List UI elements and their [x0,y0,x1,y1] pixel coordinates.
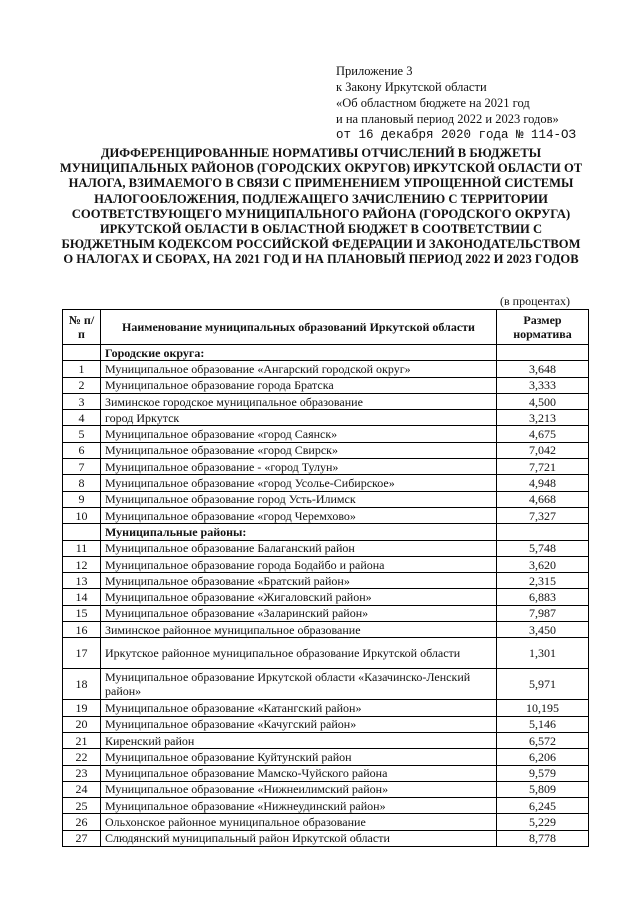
table-row [63,475,589,491]
norm-value: 5,748 [497,540,589,556]
norm-value: 7,987 [497,605,589,621]
table-row [63,361,589,377]
table-row [63,589,589,605]
municipality-name: Муниципальное образование «Ангарский городской округ» [101,361,497,377]
row-number: 24 [63,781,101,797]
municipality-name: Муниципальные районы: [101,524,497,540]
header-value: Размер норматива [497,310,589,345]
norm-value: 3,333 [497,377,589,393]
header-number: № п/п [63,310,101,345]
row-number: 11 [63,540,101,556]
annex-line-4: и на плановый период 2022 и 2023 годов» [336,112,559,126]
norm-value: 3,648 [497,361,589,377]
norm-value: 6,572 [497,732,589,748]
row-number: 17 [63,638,101,669]
annex-header [336,63,626,143]
municipality-name: Слюдянский муниципальный район Иркутской области [101,830,497,846]
municipality-name: Муниципальное образование «Катангский район» [101,700,497,716]
norms-table [62,309,589,847]
row-number: 25 [63,798,101,814]
table-row [63,732,589,748]
norm-value: 5,809 [497,781,589,797]
norm-value: 3,213 [497,410,589,426]
norm-value: 6,883 [497,589,589,605]
norm-value: 1,301 [497,638,589,669]
table-row [63,410,589,426]
municipality-name: Муниципальное образование - «город Тулун» [101,459,497,475]
table-row [63,540,589,556]
table-row [63,377,589,393]
row-number: 21 [63,732,101,748]
norm-value: 5,229 [497,814,589,830]
annex-line-5: от 16 декабря 2020 года № 114-ОЗ [336,128,577,142]
norm-value [497,524,589,540]
row-number: 9 [63,491,101,507]
row-number: 6 [63,442,101,458]
row-number: 18 [63,669,101,700]
municipality-name: Ольхонское районное муниципальное образование [101,814,497,830]
table-row [63,638,589,669]
row-number [63,345,101,361]
table-body [63,345,589,847]
municipality-name: Муниципальное образование «Заларинский район» [101,605,497,621]
row-number: 27 [63,830,101,846]
norm-value: 2,315 [497,573,589,589]
municipality-name: Городские округа: [101,345,497,361]
municipality-name: город Иркутск [101,410,497,426]
annex-line-3: «Об областном бюджете на 2021 год [336,96,530,110]
unit-label: (в процентах) [500,294,570,308]
municipality-name: Муниципальное образование города Бодайбо и района [101,556,497,572]
row-number: 20 [63,716,101,732]
municipality-name: Муниципальное образование Куйтунский район [101,749,497,765]
municipality-name: Муниципальное образование «город Усолье-Сибирское» [101,475,497,491]
table-row [63,491,589,507]
row-number: 16 [63,622,101,638]
norm-value: 4,668 [497,491,589,507]
norm-value: 3,620 [497,556,589,572]
table-row [63,556,589,572]
table-row [63,573,589,589]
table-row [63,765,589,781]
table-row [63,669,589,700]
row-number: 2 [63,377,101,393]
row-number: 5 [63,426,101,442]
section-row [63,345,589,361]
row-number: 1 [63,361,101,377]
section-row [63,524,589,540]
norm-value: 9,579 [497,765,589,781]
table-header-row [63,310,589,345]
municipality-name: Муниципальное образование «Жигаловский район» [101,589,497,605]
row-number [63,524,101,540]
row-number: 22 [63,749,101,765]
row-number: 7 [63,459,101,475]
document-title: ДИФФЕРЕНЦИРОВАННЫЕ НОРМАТИВЫ ОТЧИСЛЕНИЙ В БЮДЖЕТЫ МУНИЦИПАЛЬНЫХ РАЙОНОВ (ГОРОДСКИХ ОКРУГОВ) ИРКУТСКОЙ ОБЛАСТИ ОТ НАЛОГА, ВЗИМАЕМОГО В СВЯЗИ С ПРИМЕНЕНИЕМ УПРОЩЕННОЙ СИСТЕМЫ НАЛОГООБЛОЖЕНИЯ, ПОДЛЕЖАЩЕГО ЗАЧИСЛЕНИЮ С ТЕРРИТОРИИ СООТВЕТСТВУЮЩЕГО МУНИЦИПАЛЬНОГО РАЙОНА (ГОРОДСКОГО ОКРУГА) ИРКУТСКОЙ ОБЛАСТИ В ОБЛАСТНОЙ БЮДЖЕТ В СООТВЕТСТВИИ С БЮДЖЕТНЫМ КОДЕКСОМ РОССИЙСКОЙ ФЕДЕРАЦИИ И ЗАКОНОДАТЕЛЬСТВОМ О НАЛОГАХ И СБОРАХ, НА 2021 ГОД И НА ПЛАНОВЫЙ ПЕРИОД 2022 И 2023 ГОДОВ [59,146,583,267]
row-number: 10 [63,507,101,523]
norm-value: 10,195 [497,700,589,716]
table-row [63,426,589,442]
municipality-name: Муниципальное образование «Нижнеудинский район» [101,798,497,814]
norm-value: 8,778 [497,830,589,846]
row-number: 15 [63,605,101,621]
municipality-name: Иркутское районное муниципальное образование Иркутской области [101,638,497,669]
norm-value: 3,450 [497,622,589,638]
norm-value: 4,948 [497,475,589,491]
municipality-name: Муниципальное образование города Братска [101,377,497,393]
annex-line-2: к Закону Иркутской области [336,80,487,94]
municipality-name: Муниципальное образование Мамско-Чуйского района [101,765,497,781]
row-number: 14 [63,589,101,605]
annex-line-1: Приложение 3 [336,64,413,78]
table-row [63,442,589,458]
table-row [63,459,589,475]
row-number: 3 [63,393,101,409]
municipality-name: Муниципальное образование «Братский район» [101,573,497,589]
municipality-name: Киренский район [101,732,497,748]
norm-value: 7,721 [497,459,589,475]
municipality-name: Муниципальное образование «Качугский район» [101,716,497,732]
municipality-name: Муниципальное образование «город Черемхово» [101,507,497,523]
row-number: 13 [63,573,101,589]
norm-value: 7,327 [497,507,589,523]
row-number: 12 [63,556,101,572]
table-row [63,781,589,797]
table-row [63,605,589,621]
row-number: 4 [63,410,101,426]
norm-value: 7,042 [497,442,589,458]
norm-value: 6,206 [497,749,589,765]
norm-value: 4,500 [497,393,589,409]
table-row [63,814,589,830]
norm-value: 6,245 [497,798,589,814]
table-row [63,798,589,814]
norm-value [497,345,589,361]
municipality-name: Муниципальное образование Балаганский район [101,540,497,556]
row-number: 8 [63,475,101,491]
municipality-name: Зиминское городское муниципальное образование [101,393,497,409]
municipality-name: Муниципальное образование «Нижнеилимский район» [101,781,497,797]
table-row [63,830,589,846]
table-row [63,700,589,716]
table-row [63,749,589,765]
row-number: 23 [63,765,101,781]
municipality-name: Муниципальное образование «город Свирск» [101,442,497,458]
norm-value: 5,146 [497,716,589,732]
header-name: Наименование муниципальных образований Иркутской области [101,310,497,345]
norm-value: 5,971 [497,669,589,700]
municipality-name: Зиминское районное муниципальное образование [101,622,497,638]
table-row [63,393,589,409]
table-row [63,507,589,523]
norm-value: 4,675 [497,426,589,442]
municipality-name: Муниципальное образование Иркутской области «Казачинско-Ленский район» [101,669,497,700]
municipality-name: Муниципальное образование «город Саянск» [101,426,497,442]
municipality-name: Муниципальное образование город Усть-Илимск [101,491,497,507]
row-number: 19 [63,700,101,716]
table-row [63,622,589,638]
row-number: 26 [63,814,101,830]
table-row [63,716,589,732]
